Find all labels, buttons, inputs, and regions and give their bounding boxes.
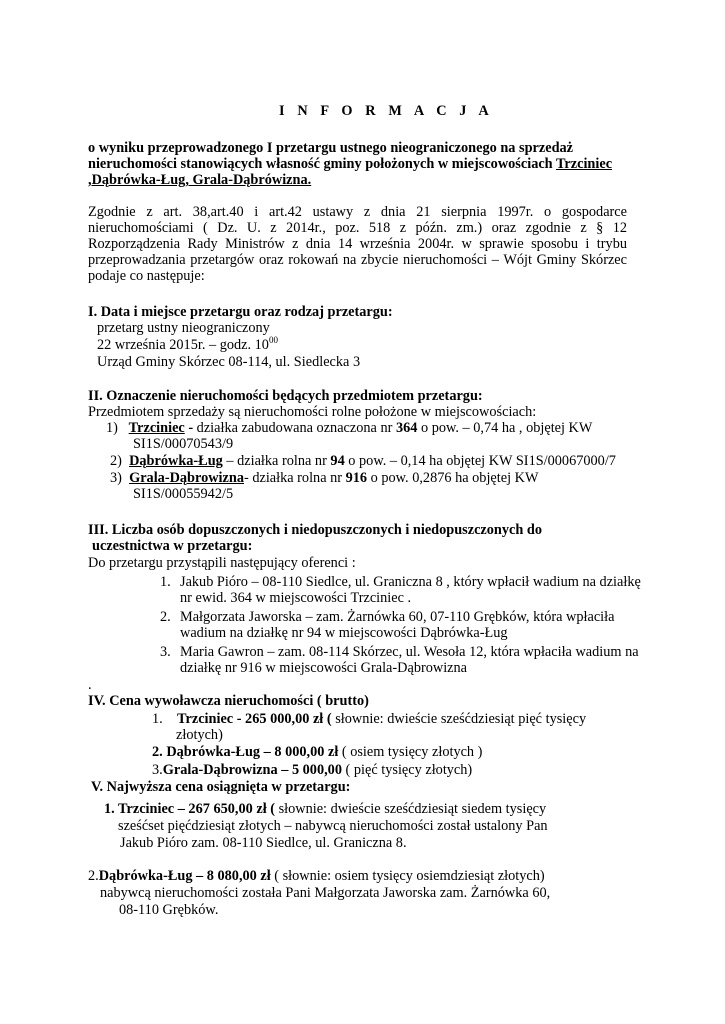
section-3-heading-1: III. Liczba osób dopuszczonych i niedopuszczonych i niedopuszczonych do [88, 522, 542, 538]
section-1-auction-type: przetarg ustny nieograniczony [97, 320, 270, 336]
section-4-heading: IV. Cena wywoławcza nieruchomości ( brutto) [88, 693, 369, 709]
section-2-item-2: 2) Dąbrówka-Ług – działka rolna nr 94 o pow. – 0,14 ha objętej KW SI1S/00067000/7 [110, 453, 616, 469]
bidder-1-num: 1. [160, 574, 171, 590]
section-3-intro: Do przetargu przystąpili następujący oferenci : [88, 555, 356, 571]
result-2-line-2: nabywcą nieruchomości została Pani Małgorzata Jaworska zam. Żarnówka 60, [100, 885, 551, 901]
bidder-3-line-2: działkę nr 916 w miejscowości Grala-Dąbrowizna [180, 660, 468, 676]
subtitle-line-1: o wyniku przeprowadzonego I przetargu ustnego nieograniczonego na sprzedaż [88, 140, 574, 156]
bidder-2-num: 2. [160, 609, 171, 625]
subtitle-line-2: nieruchomości stanowiących własność gminy położonych w miejscowościach Trzciniec [88, 156, 613, 172]
bidder-1-line-1: Jakub Pióro – 08-110 Siedlce, ul. Graniczna 8 , który wpłacił wadium na działkę [180, 574, 641, 590]
section-1-place: Urząd Gminy Skórzec 08-114, ul. Siedlecka 3 [97, 354, 361, 370]
section-2-item-1-kw: SI1S/00070543/9 [133, 436, 234, 452]
result-1-line-2: sześćset pięćdziesiąt złotych – nabywcą nieruchomości został ustalony Pan [118, 818, 548, 834]
section-1-heading: I. Data i miejsce przetargu oraz rodzaj przetargu: [88, 304, 393, 320]
result-2-line-1: 2.Dąbrówka-Ług – 8 080,00 zł ( słownie: osiem tysięcy osiemdziesiąt złotych) [88, 868, 545, 884]
intro-line-5: podaje co następuje: [88, 268, 205, 284]
result-1-line-3: Jakub Pióro zam. 08-110 Siedlce, ul. Graniczna 8. [120, 835, 407, 851]
bidder-3-num: 3. [160, 644, 171, 660]
price-2: 2. Dąbrówka-Ług – 8 000,00 zł ( osiem tysięcy złotych ) [152, 744, 483, 760]
section-2-item-1: 1) Trzciniec - działka zabudowana oznaczona nr 364 o pow. – 0,74 ha , objętej KW [106, 420, 593, 436]
bidder-2-line-1: Małgorzata Jaworska – zam. Żarnówka 60, 07-110 Grębków, która wpłaciła [180, 609, 615, 625]
result-1-line-1: 1. Trzciniec – 267 650,00 zł ( słownie: dwieście sześćdziesiąt siedem tysięcy [104, 801, 547, 817]
bidder-2-line-2: wadium na działkę nr 94 w miejscowości Dąbrówka-Ług [180, 625, 508, 641]
document-title: I N F O R M A C J A [279, 103, 494, 119]
intro-line-1: Zgodnie z art. 38,art.40 i art.42 ustawy z dnia 21 sierpnia 1997r. o gospodarce [88, 204, 627, 220]
section-2-intro: Przedmiotem sprzedaży są nieruchomości rolne położone w miejscowościach: [88, 404, 537, 420]
section-5-heading: V. Najwyższa cena osiągnięta w przetargu: [91, 779, 351, 795]
intro-line-3: Rozporządzenia Rady Ministrów z dnia 14 września 2004r. w sprawie sposobu i trybu [88, 236, 627, 252]
result-2-line-3: 08-110 Grębków. [119, 902, 219, 918]
price-1-cont: złotych) [176, 727, 223, 743]
section-3-dot: . [88, 677, 92, 693]
section-1-date: 22 września 2015r. – godz. $10^{00}$ [97, 335, 278, 353]
intro-line-4: przeprowadzania przetargów oraz rokowań na zbycie nieruchomości – Wójt Gminy Skórzec [88, 252, 627, 268]
bidder-1-line-2: nr ewid. 364 w miejscowości Trzciniec . [180, 590, 412, 606]
bidder-3-line-1: Maria Gawron – zam. 08-114 Skórzec, ul. Wesoła 12, która wpłaciła wadium na [180, 644, 639, 660]
section-2-item-3-kw: SI1S/00055942/5 [133, 486, 234, 502]
section-2-heading: II. Oznaczenie nieruchomości będących przedmiotem przetargu: [88, 388, 483, 404]
price-1: 1. Trzciniec - 265 000,00 zł ( słownie: dwieście sześćdziesiąt pięć tysięcy [152, 711, 587, 727]
section-3-heading-2: uczestnictwa w przetargu: [92, 538, 253, 554]
price-3: 3.Grala-Dąbrowizna – 5 000,00 ( pięć tysięcy złotych) [152, 762, 473, 778]
intro-line-2: nieruchomościami ( Dz. U. z 2014r., poz. 518 z późn. zm.) oraz zgodnie z § 12 [88, 220, 627, 236]
subtitle-place-trzciniec: Trzciniec [555, 156, 613, 172]
subtitle-line-3: ,Dąbrówka-Ług, Grala-Dąbrówizna. [88, 172, 312, 188]
section-2-item-3: 3) Grala-Dąbrowizna- działka rolna nr 916 o pow. 0,2876 ha objętej KW [110, 470, 539, 486]
